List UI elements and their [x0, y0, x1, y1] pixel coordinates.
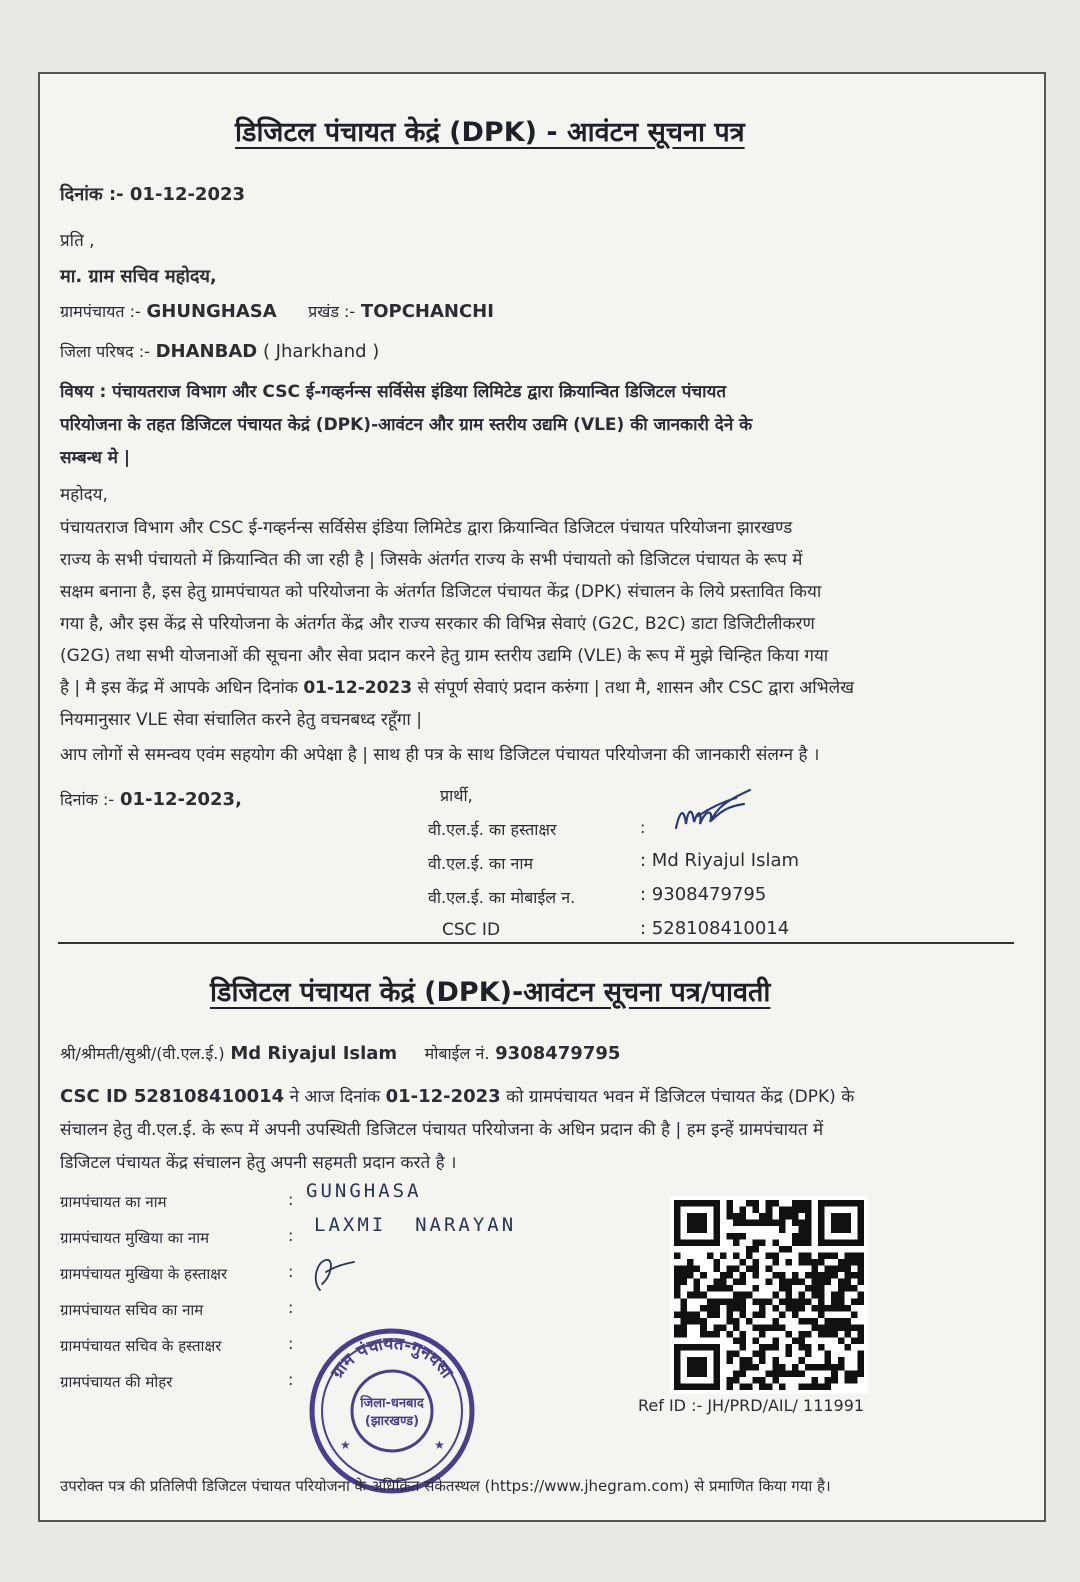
vle-signature-label: वी.एल.ई. का हस्ताक्षर [428, 820, 557, 839]
svg-text:ग्राम पंचायत-गुनघसा [327, 1334, 457, 1383]
block-value: TOPCHANCHI [360, 301, 494, 322]
state-value: ( Jharkhand ) [262, 341, 380, 362]
vle-signature-icon [670, 780, 756, 840]
field-label: ग्रामपंचायत मुखिया का नाम [60, 1229, 210, 1247]
qr-code-icon [670, 1196, 868, 1394]
svg-text:★: ★ [434, 1438, 445, 1452]
sign-date-value: 01-12-2023, [119, 789, 242, 810]
body-text: से संपूर्ण सेवाएं प्रदान करुंगा | तथा मै, शासन और CSC द्वारा अभिलेख [412, 678, 855, 698]
field-colon: : [288, 1226, 294, 1245]
body-date: 01-12-2023 [303, 678, 413, 698]
subject-line: परियोजना के तहत डिजिटल पंचायत केद्रं (DPK)-आवंटन और ग्राम स्तरीय उद्यमि (VLE) की जानकारी देने के [60, 415, 753, 435]
field-colon: : [288, 1262, 294, 1281]
stamp-district-text: जिला-धनबाद [360, 1396, 424, 1411]
vle-mobile-value: : 9308479795 [640, 884, 767, 905]
csc-id-label: CSC ID [442, 920, 501, 940]
receipt-title: डिजिटल पंचायत केद्रं (DPK)-आवंटन सूचना पत्र/पावती [210, 977, 771, 1008]
vle-name-label: वी.एल.ई. का नाम [428, 854, 534, 873]
field-label: ग्रामपंचायत सचिव के हस्ताक्षर [60, 1337, 222, 1355]
person-prefix: श्री/श्रीमती/सुश्री/(वी.एल.ई.) [60, 1044, 225, 1063]
mobile-label: मोबाईल नं. [424, 1044, 490, 1063]
body-line: (G2G) तथा सभी योजनाओं की सूचना और सेवा प्रदान करने हेतु ग्राम स्तरीय उद्यमि (VLE) के रूप में मुझे चिन्हित किया गया [60, 646, 829, 666]
body-line: नियमानुसार VLE सेवा संचालित करने हेतु वचनबध्द रहूँगा | [60, 710, 422, 730]
vle-mobile-label: वी.एल.ई. का मोबाईल न. [428, 888, 576, 907]
receipt-text: ने आज दिनांक [284, 1087, 386, 1107]
body-text: है | मै इस केंद्र में आपके अधिन दिनांक [60, 678, 304, 698]
closing-line: आप लोगों से समन्वय एवंम सहयोग की अपेक्षा है | साथ ही पत्र के साथ डिजिटल पंचायत परियोजना की जानकारी संलग्न है । [60, 745, 820, 765]
field-label: ग्रामपंचायत की मोहर [60, 1373, 173, 1391]
subject-line: सम्बन्ध मे | [60, 448, 131, 468]
letter-body [60, 512, 854, 736]
prati-text: प्रति , [60, 231, 95, 251]
section-divider [58, 942, 1014, 944]
field-colon: : [288, 1370, 294, 1389]
gp-label: ग्रामपंचायत :- [60, 302, 141, 321]
footer-note: उपरोक्त पत्र की प्रतिलिपी डिजिटल पंचायत परियोजना के अधिक्रित संकेतस्थल (https://www.jhegram.com) से प्रमाणित किया गया है। [60, 1477, 831, 1495]
vle-signature-colon: : [640, 818, 646, 837]
receipt-text: को ग्रामपंचायत भवन में डिजिटल पंचायत केंद्र (DPK) के [500, 1087, 855, 1107]
sign-date [60, 788, 242, 810]
field-colon: : [288, 1334, 294, 1353]
panchayat-seal-icon [302, 1319, 482, 1499]
stamp-top-text: ग्राम पंचायत-गुनघसा [327, 1333, 457, 1383]
body-line: पंचायतराज विभाग और CSC ई-गव्हर्नन्स सर्विसेस इंडिया लिमिटेड द्वारा क्रियान्वित डिजिटल पंचायत परियोजना झारखण्ड [60, 518, 793, 538]
csc-id-value: : 528108410014 [640, 918, 790, 939]
receipt-date: 01-12-2023 [385, 1086, 501, 1107]
allotment-letter [38, 72, 1046, 1522]
receipt-line [60, 1080, 854, 1114]
applicant-label: प्रार्थी, [440, 786, 473, 805]
vle-person-line [60, 1042, 620, 1064]
ref-id: Ref ID :- JH/PRD/AIL/ 111991 [638, 1396, 865, 1415]
letter-date: दिनांक :- 01-12-2023 [60, 184, 246, 205]
svg-text:★: ★ [340, 1438, 351, 1452]
district-line [60, 340, 379, 362]
body-line: राज्य के सभी पंचायतो में क्रियान्वित की जा रही है | जिसके अंतर्गत राज्य के सभी पंचायतो को डिजिटल पंचायत के रूप में [60, 550, 803, 570]
mukhiya-signature-icon [306, 1254, 362, 1294]
field-colon: : [288, 1190, 294, 1209]
gram-panchayat-line [60, 300, 494, 322]
field-value-gp-name: GUNGHASA [306, 1180, 422, 1202]
receipt-csc-id: CSC ID 528108410014 [60, 1086, 285, 1107]
person-name: Md Riyajul Islam [230, 1043, 398, 1064]
receipt-paragraph [60, 1080, 854, 1180]
subject-line: विषय : पंचायतराज विभाग और CSC ई-गव्हर्नन्स सर्विसेस इंडिया लिमिटेड द्वारा क्रियान्वित डिजिटल पंचायत [60, 382, 727, 402]
mobile-value: 9308479795 [495, 1043, 621, 1064]
gp-value: GHUNGHASA [146, 301, 277, 322]
stamp-state-text: (झारखण्ड) [364, 1414, 420, 1429]
field-label: ग्रामपंचायत सचिव का नाम [60, 1301, 204, 1319]
district-label: जिला परिषद :- [60, 342, 150, 361]
field-label: ग्रामपंचायत मुखिया के हस्ताक्षर [60, 1265, 228, 1283]
addressee: मा. ग्राम सचिव महोदय, [60, 266, 217, 287]
district-value: DHANBAD [155, 341, 258, 362]
block-label: प्रखंड :- [308, 302, 356, 321]
body-line: गया है, और इस केंद्र से परियोजना के अंतर्गत केंद्र और राज्य सरकार की विभिन्न सेवाएं (G2C, B2C) डाटा डिजिटीलीकरण [60, 614, 815, 634]
subject [60, 376, 752, 475]
receipt-line: डिजिटल पंचायत केंद्र संचालन हेतु अपनी सहमती प्रदान करते है । [60, 1153, 457, 1173]
vle-name-value: : Md Riyajul Islam [640, 850, 800, 871]
field-value-mukhiya-name: LAXMI NARAYAN [314, 1214, 517, 1236]
field-label: ग्रामपंचायत का नाम [60, 1193, 167, 1211]
letter-title: डिजिटल पंचायत केद्रं (DPK) - आवंटन सूचना पत्र [235, 117, 745, 148]
body-line [60, 672, 854, 704]
salutation: महोदय, [60, 485, 108, 505]
body-line: सक्षम बनाना है, इस हेतु ग्रामपंचायत को परियोजना के अंतर्गत डिजिटल पंचायत केंद्र (DPK) संचालन के लिये प्रस्तावित किया [60, 582, 822, 602]
receipt-line: संचालन हेतु वी.एल.ई. के रूप में अपनी उपस्थिती डिजिटल पंचायत परियोजना के अधिन प्रदान की है | हम इन्हें ग्रामपंचायत में [60, 1120, 824, 1140]
sign-date-label: दिनांक :- [60, 790, 115, 809]
field-colon: : [288, 1298, 294, 1317]
